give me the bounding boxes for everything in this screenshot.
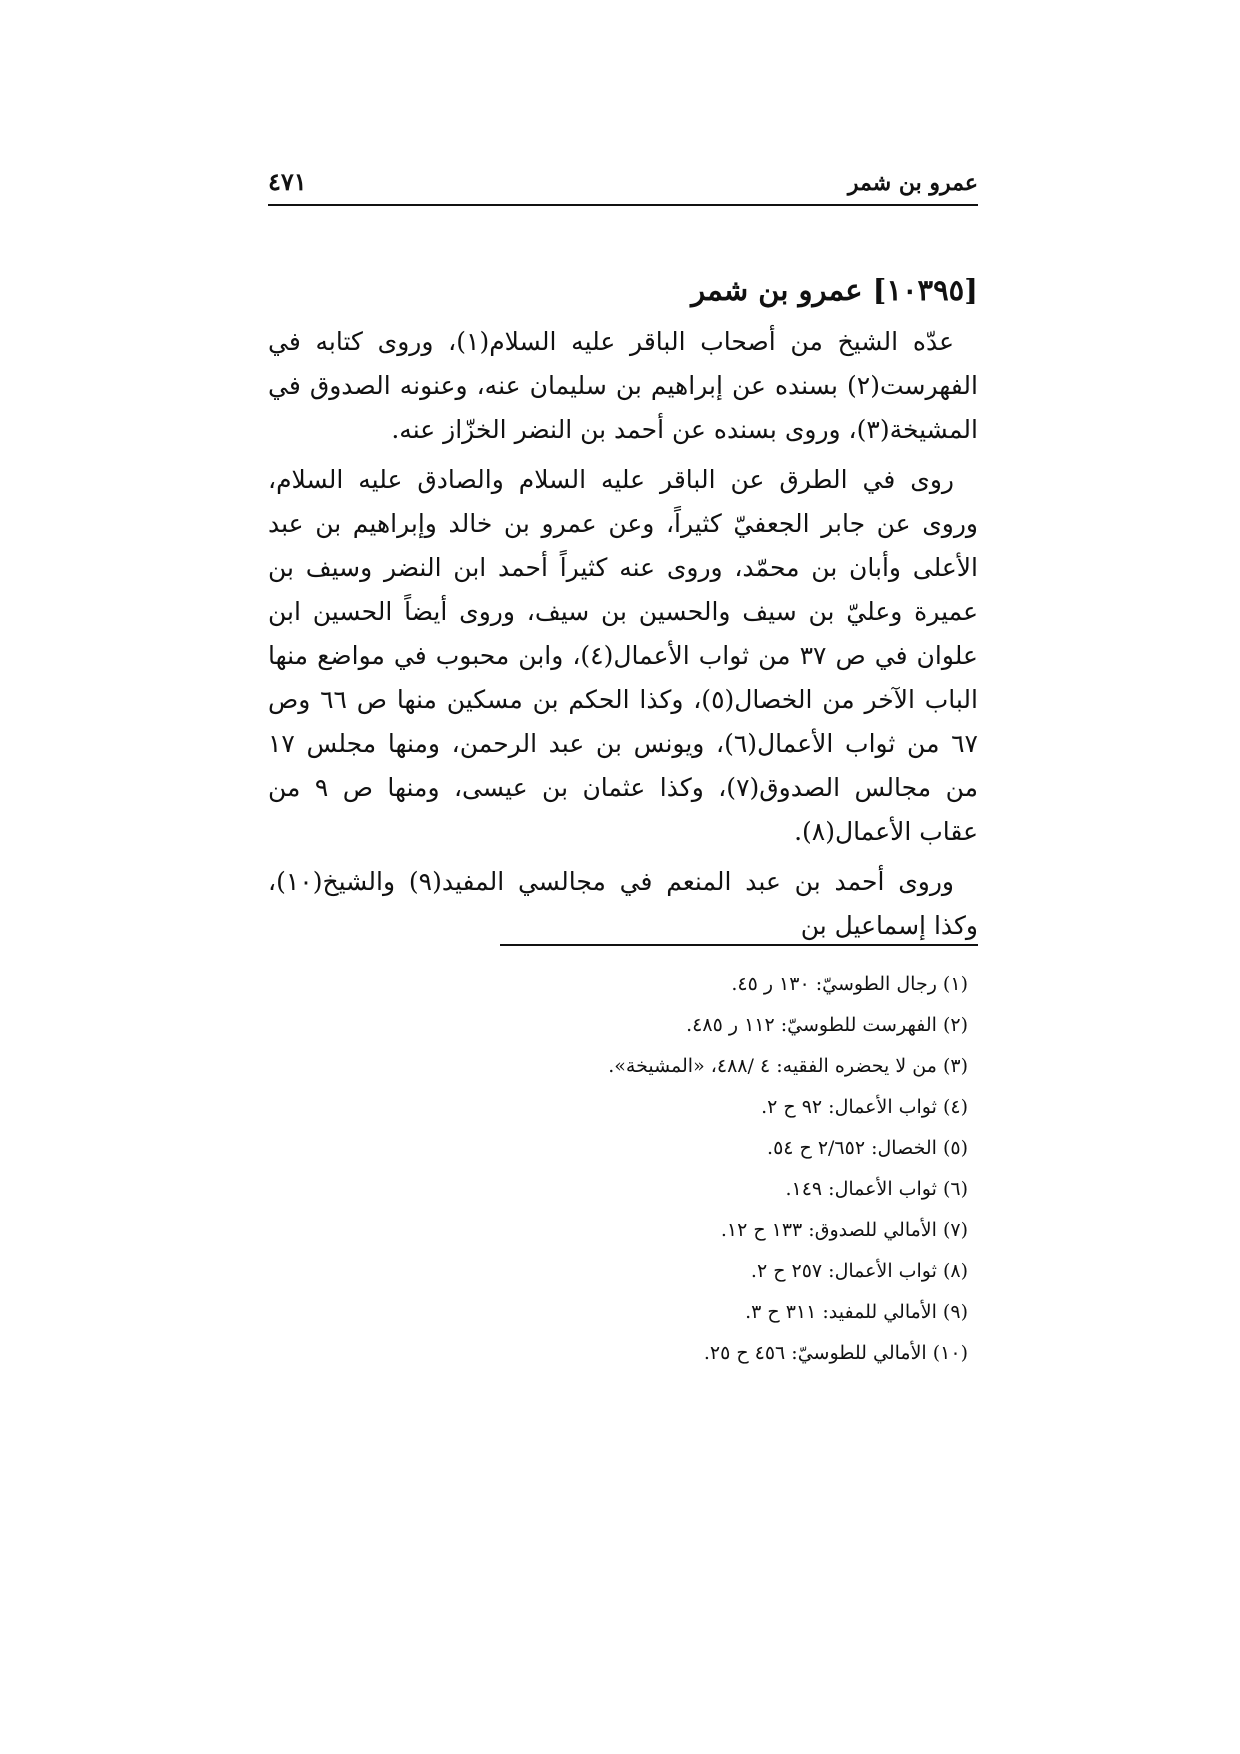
footnote: (٤) ثواب الأعمال: ٩٢ ح ٢.	[761, 1096, 968, 1118]
footnote: (١) رجال الطوسيّ: ١٣٠ ر ٤٥.	[731, 973, 968, 995]
footnotes-list	[268, 964, 978, 1374]
footnote: (٨) ثواب الأعمال: ٢٥٧ ح ٢.	[750, 1260, 968, 1282]
footnote: (٣) من لا يحضره الفقيه: ٤ /٤٨٨، «المشيخة».	[608, 1055, 968, 1077]
footnote: (٥) الخصال: ٢/٦٥٢ ح ٥٤.	[767, 1137, 968, 1159]
entry-heading: [١٠٣٩٥] عمرو بن شمر	[691, 273, 978, 307]
footnote: (٩) الأمالي للمفيد: ٣١١ ح ٣.	[745, 1301, 968, 1323]
footnote: (٧) الأمالي للصدوق: ١٣٣ ح ١٢.	[720, 1219, 968, 1241]
paragraph: عدّه الشيخ من أصحاب الباقر عليه السلام(١)، وروى كتابه في الفهرست(٢) بسنده عن إبراهيم بن سليمان عنه، وعنونه الصدوق في المشيخة(٣)، وروى بسنده عن أحمد بن النضر الخزّاز عنه.	[268, 327, 978, 444]
paragraph: روى في الطرق عن الباقر عليه السلام والصادق عليه السلام، وروى عن جابر الجعفيّ كثيراً، وعن عمرو بن خالد وإبراهيم بن عبد الأعلى وأبان بن محمّد، وروى عنه كثيراً أحمد ابن النضر وسيف بن عميرة وعليّ بن سيف والحسين بن سيف، وروى أيضاً الحسين ابن علوان في ص ٣٧ من ثواب الأعمال(٤)، وابن محبوب في مواضع منها الباب الآخر من الخصال(٥)، وكذا الحكم بن مسكين منها ص ٦٦ وص ٦٧ من ثواب الأعمال(٦)، ويونس بن عبد الرحمن، ومنها مجلس ١٧ من مجالس الصدوق(٧)، وكذا عثمان بن عيسى، ومنها ص ٩ من عقاب الأعمال(٨).	[268, 465, 978, 846]
page-header	[268, 150, 978, 206]
running-title: عمرو بن شمر	[847, 170, 978, 196]
footnote: (٦) ثواب الأعمال: ١٤٩.	[785, 1178, 968, 1200]
entry-body	[268, 268, 978, 954]
paragraph: وروى أحمد بن عبد المنعم في مجالسي المفيد(٩) والشيخ(١٠)، وكذا إسماعيل بن	[268, 867, 978, 940]
page-number: ٤٧١	[268, 167, 307, 196]
footnote-divider	[500, 944, 978, 946]
footnote: (٢) الفهرست للطوسيّ: ١١٢ ر ٤٨٥.	[686, 1014, 968, 1036]
footnote: (١٠) الأمالي للطوسيّ: ٤٥٦ ح ٢٥.	[703, 1342, 968, 1364]
